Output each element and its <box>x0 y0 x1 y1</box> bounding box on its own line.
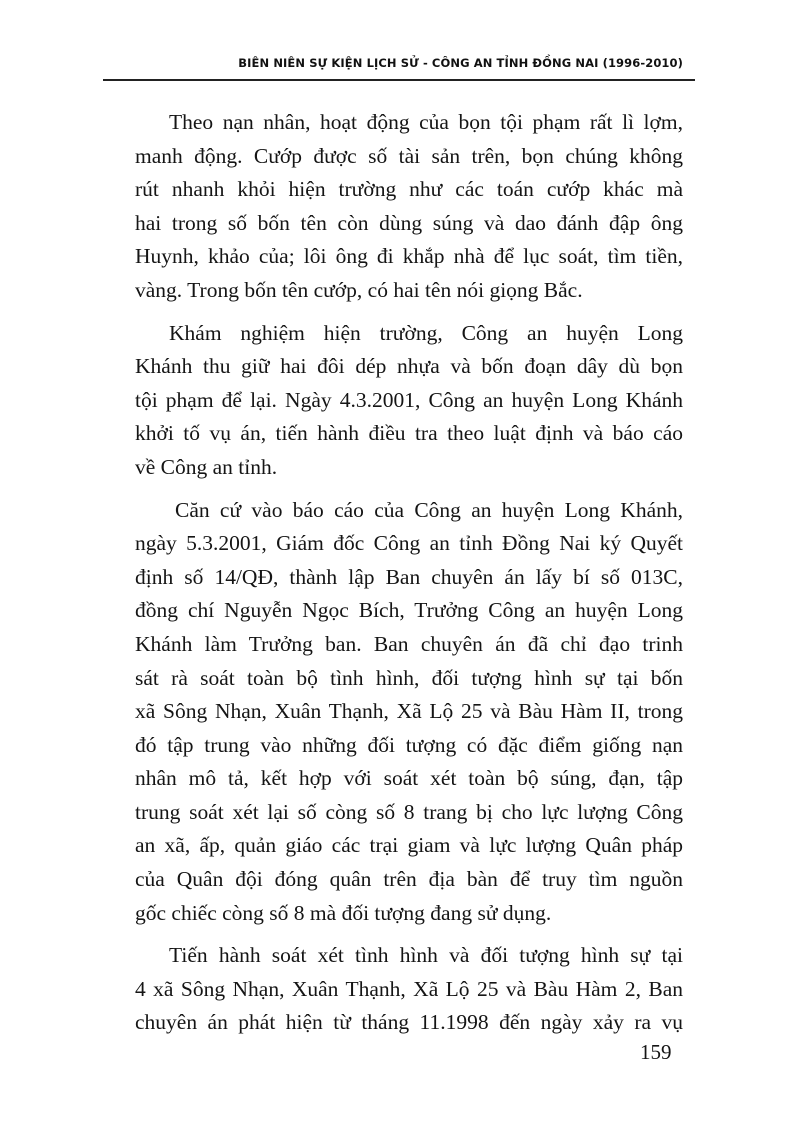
paragraph <box>135 494 683 931</box>
text-line: 4 xã Sông Nhạn, Xuân Thạnh, Xã Lộ 25 và Bàu Hàm 2, Ban <box>135 976 683 1001</box>
text-line: gốc chiếc còng số 8 mà đối tượng đang sử dụng. <box>135 900 552 925</box>
text-line: đồng chí Nguyễn Ngọc Bích, Trưởng Công an huyện Long <box>135 598 683 623</box>
text-line: trung soát xét lại số còng số 8 trang bị cho lực lượng Công <box>135 799 683 824</box>
paragraph <box>135 106 683 308</box>
text-line: định số 14/QĐ, thành lập Ban chuyên án lấy bí số 013C, <box>135 564 683 589</box>
page-number: 159 <box>640 1040 672 1064</box>
text-line: đó tập trung vào những đối tượng có đặc điểm giống nạn <box>135 732 683 757</box>
text-line: ngày 5.3.2001, Giám đốc Công an tỉnh Đồng Nai ký Quyết <box>135 531 683 556</box>
text-line: hai trong số bốn tên còn dùng súng và dao đánh đập ông <box>135 210 683 235</box>
text-line: sát rà soát toàn bộ tình hình, đối tượng hình sự tại bốn <box>135 665 683 690</box>
paragraph <box>135 939 683 1040</box>
text-line: tội phạm để lại. Ngày 4.3.2001, Công an huyện Long Khánh <box>135 387 683 412</box>
text-line: về Công an tỉnh. <box>135 454 278 479</box>
page-body <box>135 106 683 1049</box>
header-rule <box>103 79 695 81</box>
text-line: xã Sông Nhạn, Xuân Thạnh, Xã Lộ 25 và Bàu Hàm II, trong <box>135 699 683 724</box>
text-line: khởi tố vụ án, tiến hành điều tra theo luật định và báo cáo <box>135 421 683 446</box>
text-line: Khám nghiệm hiện trường, Công an huyện Long <box>169 320 683 345</box>
running-header: BIÊN NIÊN SỰ KIỆN LỊCH SỬ - CÔNG AN TỈNH ĐỒNG NAI (1996-2010) <box>238 56 683 70</box>
text-line: chuyên án phát hiện từ tháng 11.1998 đến ngày xảy ra vụ <box>135 1010 683 1035</box>
text-line: an xã, ấp, quản giáo các trại giam và lực lượng Quân pháp <box>135 833 683 858</box>
text-line: Căn cứ vào báo cáo của Công an huyện Long Khánh, <box>175 497 683 522</box>
text-line: nhân mô tả, kết hợp với soát xét toàn bộ súng, đạn, tập <box>135 766 683 791</box>
text-line: vàng. Trong bốn tên cướp, có hai tên nói giọng Bắc. <box>135 277 583 302</box>
text-line: Khánh thu giữ hai đôi dép nhựa và bốn đoạn dây dù bọn <box>135 354 683 379</box>
text-line: Huynh, khảo của; lôi ông đi khắp nhà để lục soát, tìm tiền, <box>135 244 683 269</box>
text-line: Khánh làm Trưởng ban. Ban chuyên án đã chỉ đạo trinh <box>135 631 683 656</box>
paragraph <box>135 317 683 485</box>
text-line: của Quân đội đóng quân trên địa bàn để truy tìm nguồn <box>135 867 683 892</box>
text-line: manh động. Cướp được số tài sản trên, bọn chúng không <box>135 143 683 168</box>
text-line: Theo nạn nhân, hoạt động của bọn tội phạm rất lì lợm, <box>169 110 683 134</box>
text-line: rút nhanh khỏi hiện trường như các toán cướp khác mà <box>135 177 683 202</box>
text-line: Tiến hành soát xét tình hình và đối tượng hình sự tại <box>169 943 683 968</box>
